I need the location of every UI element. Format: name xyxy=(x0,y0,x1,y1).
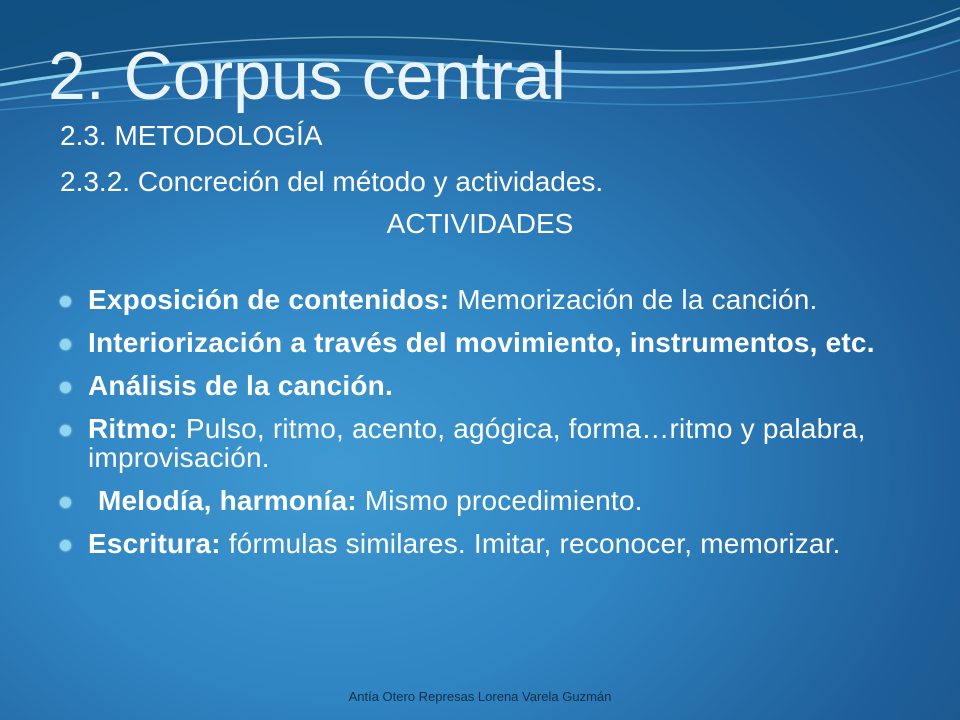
slide-title: 2. Corpus central xyxy=(48,38,566,114)
activities-heading xyxy=(0,208,960,240)
subsection-subtitle: 2.3.2. Concreción del método y actividades. xyxy=(60,166,604,197)
list-item xyxy=(60,328,908,357)
list-item-bold: Análisis de la canción. xyxy=(88,370,393,401)
list-item-bold: Ritmo: xyxy=(88,413,178,444)
bullet-icon xyxy=(60,497,71,508)
list-item xyxy=(60,371,908,400)
list-item-bold: Interiorización a través del movimiento, instrumentos, etc. xyxy=(88,327,875,358)
list-item-text: Memorización de la canción. xyxy=(449,284,818,315)
activities-heading-text: ACTIVIDADES xyxy=(386,208,574,239)
slide-footer: Antía Otero Represas Lorena Varela Guzmán xyxy=(348,689,612,704)
list-item-text: Mismo procedimiento. xyxy=(356,485,643,516)
section-subtitle: 2.3. METODOLOGÍA xyxy=(60,120,323,151)
list-item xyxy=(60,529,908,558)
bullet-icon xyxy=(60,540,71,551)
bullet-icon xyxy=(60,296,71,307)
list-item xyxy=(60,285,908,314)
bullet-icon xyxy=(60,382,71,393)
activities-list xyxy=(60,285,908,572)
bullet-icon xyxy=(60,425,71,436)
list-item-text: Pulso, ritmo, acento, agógica, forma…ritmo y palabra, improvisación. xyxy=(88,413,866,473)
list-item-bold: Escritura: xyxy=(88,528,221,559)
bullet-icon xyxy=(60,339,71,350)
list-item-bold: Exposición de contenidos: xyxy=(88,284,450,315)
list-item xyxy=(60,414,908,472)
list-item xyxy=(60,486,908,515)
list-item-bold: Melodía, harmonía: xyxy=(98,485,357,516)
list-item-text: fórmulas similares. Imitar, reconocer, memorizar. xyxy=(220,528,841,559)
